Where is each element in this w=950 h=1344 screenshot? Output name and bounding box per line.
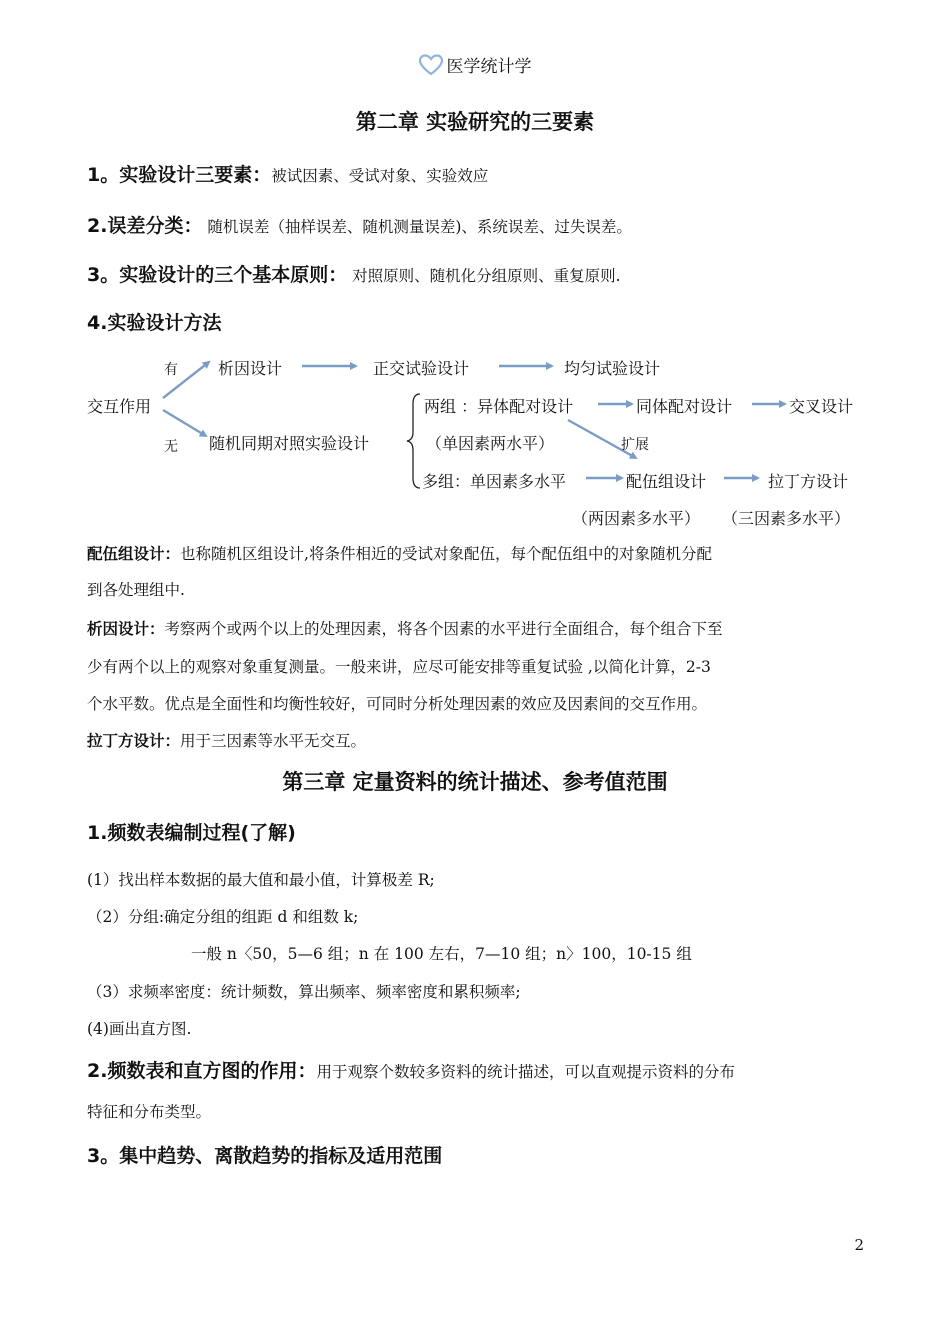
diagram-factorial: 析因设计	[218, 359, 283, 378]
factorial-definition-line3: 个水平数。优点是全面性和均衡性较好，可同时分析处理因素的效应及因素间的交互作用。	[87, 695, 708, 713]
diagram-uniform: 均匀试验设计	[564, 359, 661, 378]
diagram-rcc: 随机同期对照实验设计	[209, 434, 370, 453]
page-number: 2	[854, 1236, 864, 1254]
diagram-randomized-block: 配伍组设计	[626, 472, 707, 491]
section-frequency-table: 1.频数表编制过程(了解)	[87, 822, 296, 844]
step-3: （3）求频率密度：统计频数，算出频率、频率密度和累积频率;	[87, 983, 521, 1001]
section-frequency-purpose-line2: 特征和分布类型。	[87, 1103, 212, 1121]
diagram-self-pair: 同体配对设计	[636, 397, 733, 416]
chapter3-title: 第三章 定量资料的统计描述、参考值范围	[282, 770, 668, 794]
diagram-two-group-note: （单因素两水平）	[426, 434, 555, 453]
diagram-two-group: 两组 ：异体配对设计	[424, 397, 574, 416]
diagram-latin: 拉丁方设计	[768, 472, 849, 491]
group-brace	[407, 394, 420, 488]
chapter2-title: 第二章 实验研究的三要素	[355, 110, 595, 134]
design-diagram-arrows	[0, 0, 950, 540]
factorial-definition-line1: 析因设计：考察两个或两个以上的处理因素，将各个因素的水平进行全面组合，每个组合下至	[87, 620, 723, 638]
section-three-elements: 1。实验设计三要素：被试因素、受试对象、实验效应	[87, 164, 489, 186]
diagram-cross: 交叉设计	[789, 397, 854, 416]
diagram-root: 交互作用	[87, 397, 152, 416]
arrow-no	[163, 410, 206, 436]
section-frequency-purpose: 2.频数表和直方图的作用：用于观察个数较多资料的统计描述，可以直观提示资料的分布	[87, 1060, 735, 1082]
section-principles: 3。实验设计的三个基本原则： 对照原则、随机化分组原则、重复原则.	[87, 264, 621, 286]
section-design-methods: 4.实验设计方法	[87, 312, 222, 334]
diagram-latin-note: （三因素多水平）	[722, 509, 851, 528]
section-tendency-indicators: 3。集中趋势、离散趋势的指标及适用范围	[87, 1145, 443, 1167]
diagram-rb-note: （两因素多水平）	[572, 509, 701, 528]
diagram-extend-label: 扩展	[621, 437, 649, 453]
step-2: （2）分组:确定分组的组距 d 和组数 k;	[87, 908, 359, 926]
diagram-orthogonal: 正交试验设计	[373, 359, 470, 378]
section-error-types: 2.误差分类： 随机误差（抽样误差、随机测量误差)、系统误差、过失误差。	[87, 215, 632, 237]
rb-definition-line2: 到各处理组中.	[87, 581, 185, 599]
diagram-multi-group: 多组：单因素多水平	[422, 472, 567, 491]
diagram-no-label: 无	[164, 439, 178, 455]
step-2-detail: 一般 n〈50，5—6 组；n 在 100 左右，7—10 组；n〉100，10-15 组	[191, 945, 692, 963]
factorial-definition-line2: 少有两个以上的观察对象重复测量。一般来讲，应尽可能安排等重复试验 ,以简化计算，2-3	[87, 658, 711, 676]
latin-definition: 拉丁方设计：用于三因素等水平无交互。	[87, 732, 367, 750]
step-4: (4)画出直方图.	[87, 1020, 192, 1038]
header-title: 医学统计学	[446, 57, 532, 77]
diagram-yes-label: 有	[164, 362, 178, 378]
rb-definition-line1: 配伍组设计：也称随机区组设计,将条件相近的受试对象配伍，每个配伍组中的对象随机分配	[87, 545, 712, 563]
step-1: (1）找出样本数据的最大值和最小值，计算极差 R;	[87, 871, 435, 889]
